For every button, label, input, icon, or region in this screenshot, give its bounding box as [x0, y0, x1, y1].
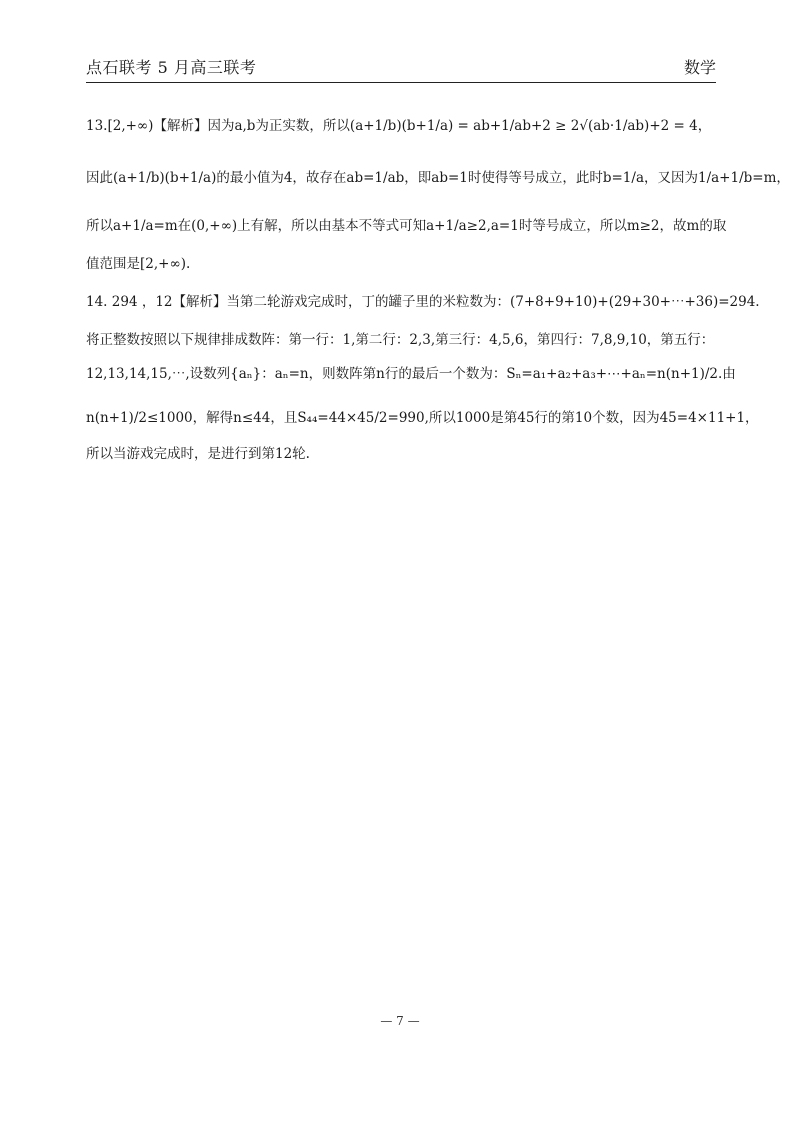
q14-line-2: 将正整数按照以下规律排成数阵：第一行：1,第二行：2,3,第三行：4,5,6，第四行：7,8,9,10，第五行：	[86, 332, 715, 348]
page-number: — 7 —	[380, 1014, 420, 1028]
q13-line-1: 13.[2,+∞)【解析】因为a,b为正实数，所以(a+1/b)(b+1/a) = ab+1/ab+2 ≥ 2√(ab·1/ab)+2 = 4，	[86, 118, 712, 134]
header-subject: 数学	[683, 58, 716, 77]
q14-line-3: 12,13,14,15,⋯,设数列{aₙ}：aₙ=n，则数阵第n行的最后一个数为：Sₙ=a₁+a₂+a₃+⋯+aₙ=n(n+1)/2.由	[86, 366, 736, 382]
q14-line-4: n(n+1)/2≤1000，解得n≤44，且S₄₄=44×45/2=990,所以1000是第45行的第10个数，因为45=4×11+1，	[86, 410, 759, 426]
q14-line-5: 所以当游戏完成时，是进行到第12轮.	[86, 446, 310, 462]
q13-line-2: 因此(a+1/b)(b+1/a)的最小值为4，故存在ab=1/ab，即ab=1时使得等号成立，此时b=1/a，又因为1/a+1/b=m，	[86, 170, 790, 186]
q13-line-3: 所以a+1/a=m在(0,+∞)上有解，所以由基本不等式可知a+1/a≥2,a=1时等号成立，所以m≥2，故m的取	[86, 218, 727, 234]
page-header	[86, 56, 716, 83]
q13-line-4: 值范围是[2,+∞).	[86, 256, 191, 272]
header-exam-title: 点石联考 5 月高三联考	[86, 58, 257, 77]
q14-line-1: 14. 294 ，12【解析】当第二轮游戏完成时，丁的罐子里的米粒数为：(7+8+9+10)+(29+30+⋯+36)=294.	[86, 294, 760, 310]
